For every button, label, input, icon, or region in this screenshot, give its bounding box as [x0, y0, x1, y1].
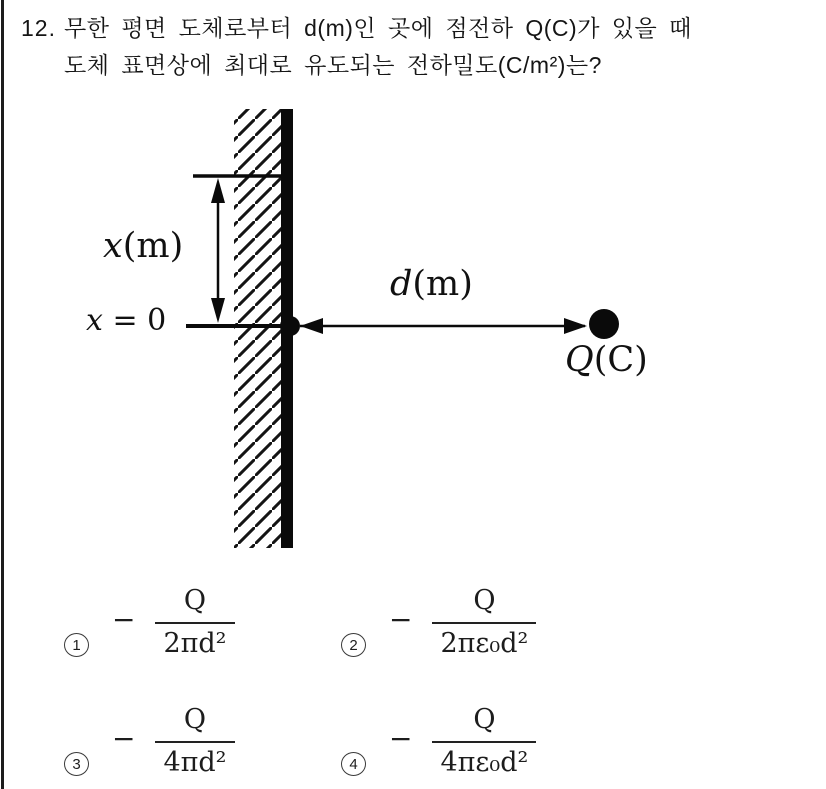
d-dimension-arrowhead-left: [300, 318, 323, 334]
x-unit: (m): [122, 226, 184, 266]
option-4-minus-sign: −: [389, 722, 413, 756]
charge-variable: Q: [565, 340, 594, 380]
d-dimension-arrowhead-right: [564, 318, 587, 334]
d-unit: (m): [412, 264, 473, 304]
option-1-marker: 1: [64, 633, 89, 657]
option-3-fraction: [155, 704, 234, 778]
x-dimension-arrowhead-up: [211, 178, 225, 203]
point-charge-label: [565, 340, 648, 380]
x-zero-variable: x: [86, 303, 103, 338]
option-3-numerator: Q: [183, 704, 207, 735]
option-3-minus-sign: −: [112, 722, 136, 756]
x-dimension-label: [103, 226, 184, 266]
answer-option-1[interactable]: [64, 585, 235, 659]
d-variable: d: [390, 264, 413, 304]
option-3-denominator: 4πd²: [155, 741, 234, 778]
option-2-numerator: Q: [473, 585, 496, 616]
x-dimension-arrowhead-down: [211, 298, 225, 323]
option-4-numerator: Q: [473, 704, 496, 735]
option-1-denominator: 2πd²: [155, 622, 234, 659]
charge-unit: (C): [593, 340, 648, 380]
d-dimension-label: [390, 264, 473, 304]
question-line-1: 무한 평면 도체로부터 d(m)인 곳에 점전하 Q(C)가 있을 때: [64, 15, 692, 41]
option-1-fraction: [155, 585, 234, 659]
point-charge-dot: [589, 309, 619, 339]
option-2-denominator: 2πε₀d²: [432, 622, 536, 659]
answer-option-4[interactable]: [341, 704, 536, 778]
option-1-minus-sign: −: [112, 603, 136, 637]
question-line-2: 도체 표면상에 최대로 유도되는 전하밀도(C/m²)는?: [64, 52, 602, 78]
option-2-fraction: [432, 585, 536, 659]
option-2-minus-sign: −: [389, 603, 413, 637]
option-3-marker: 3: [64, 752, 89, 776]
x-zero-value: = 0: [102, 303, 167, 338]
answer-option-3[interactable]: [64, 704, 235, 778]
option-2-marker: 2: [341, 633, 366, 657]
option-4-fraction: [432, 704, 536, 778]
x-variable: x: [103, 226, 123, 266]
option-4-denominator: 4πε₀d²: [432, 741, 536, 778]
option-4-marker: 4: [341, 752, 366, 776]
answer-option-2[interactable]: [341, 585, 536, 659]
image-charge-point-dot: [280, 316, 300, 336]
question-number: 12.: [21, 15, 56, 41]
option-1-numerator: Q: [183, 585, 207, 616]
x-zero-label: [86, 303, 167, 338]
